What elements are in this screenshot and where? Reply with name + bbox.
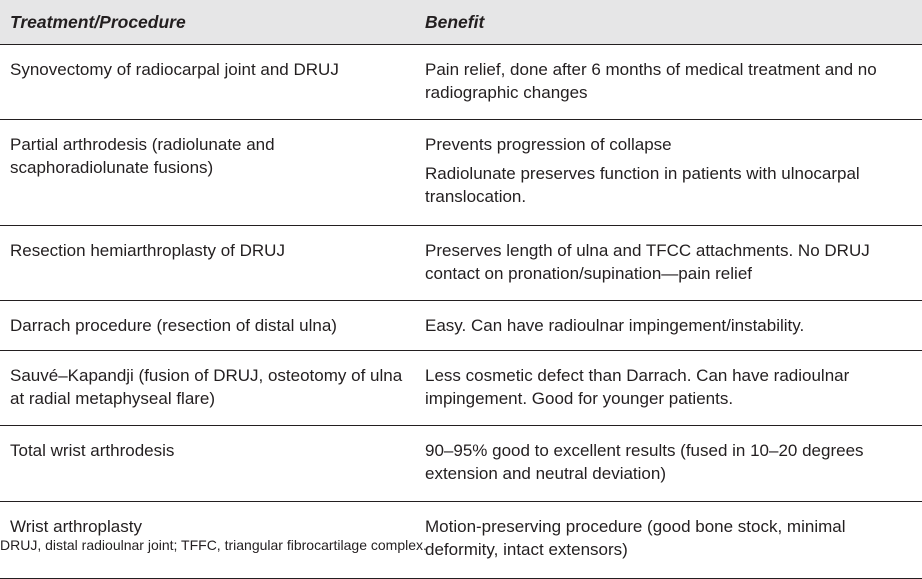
header-row <box>0 0 922 45</box>
table-row <box>0 426 922 502</box>
procedure-cell: Partial arthrodesis (radiolunate and scaphoradiolunate fusions) <box>0 120 415 226</box>
table-body <box>0 45 922 579</box>
benefit-cell <box>415 120 922 226</box>
procedure-cell: Darrach procedure (resection of distal ulna) <box>0 301 415 351</box>
table-row <box>0 301 922 351</box>
benefit-text: Easy. Can have radioulnar impingement/instability. <box>425 316 805 335</box>
table-header <box>0 0 922 45</box>
benefit-cell <box>415 351 922 426</box>
table-row <box>0 351 922 426</box>
benefit-text: Prevents progression of collapse <box>425 135 672 154</box>
benefit-cell <box>415 301 922 351</box>
procedure-cell: Wrist arthroplasty <box>0 502 415 579</box>
benefit-text: Preserves length of ulna and TFCC attachments. No DRUJ contact on pronation/supination—pain relief <box>425 241 870 283</box>
procedure-cell: Synovectomy of radiocarpal joint and DRUJ <box>0 45 415 120</box>
benefit-text: Motion-preserving procedure (good bone stock, minimal deformity, intact extensors) <box>425 517 846 559</box>
benefit-cell <box>415 502 922 579</box>
table-row <box>0 120 922 226</box>
benefit-text: Less cosmetic defect than Darrach. Can have radioulnar impingement. Good for younger patients. <box>425 366 850 408</box>
benefit-cell <box>415 226 922 301</box>
header-benefit: Benefit <box>415 0 922 45</box>
table-footnote: DRUJ, distal radioulnar joint; TFFC, triangular fibrocartilage complex. <box>0 537 427 553</box>
table-row <box>0 45 922 120</box>
header-treatment-procedure: Treatment/Procedure <box>0 0 415 45</box>
table-row <box>0 226 922 301</box>
procedure-cell: Sauvé–Kapandji (fusion of DRUJ, osteotomy of ulna at radial metaphyseal flare) <box>0 351 415 426</box>
benefit-cell <box>415 426 922 502</box>
benefit-text: Radiolunate preserves function in patients with ulnocarpal translocation. <box>425 164 860 206</box>
benefit-text: Pain relief, done after 6 months of medical treatment and no radiographic changes <box>425 60 877 102</box>
benefit-cell <box>415 45 922 120</box>
procedure-cell: Resection hemiarthroplasty of DRUJ <box>0 226 415 301</box>
benefit-text: 90–95% good to excellent results (fused in 10–20 degrees extension and neutral deviation) <box>425 441 864 483</box>
procedure-cell: Total wrist arthrodesis <box>0 426 415 502</box>
